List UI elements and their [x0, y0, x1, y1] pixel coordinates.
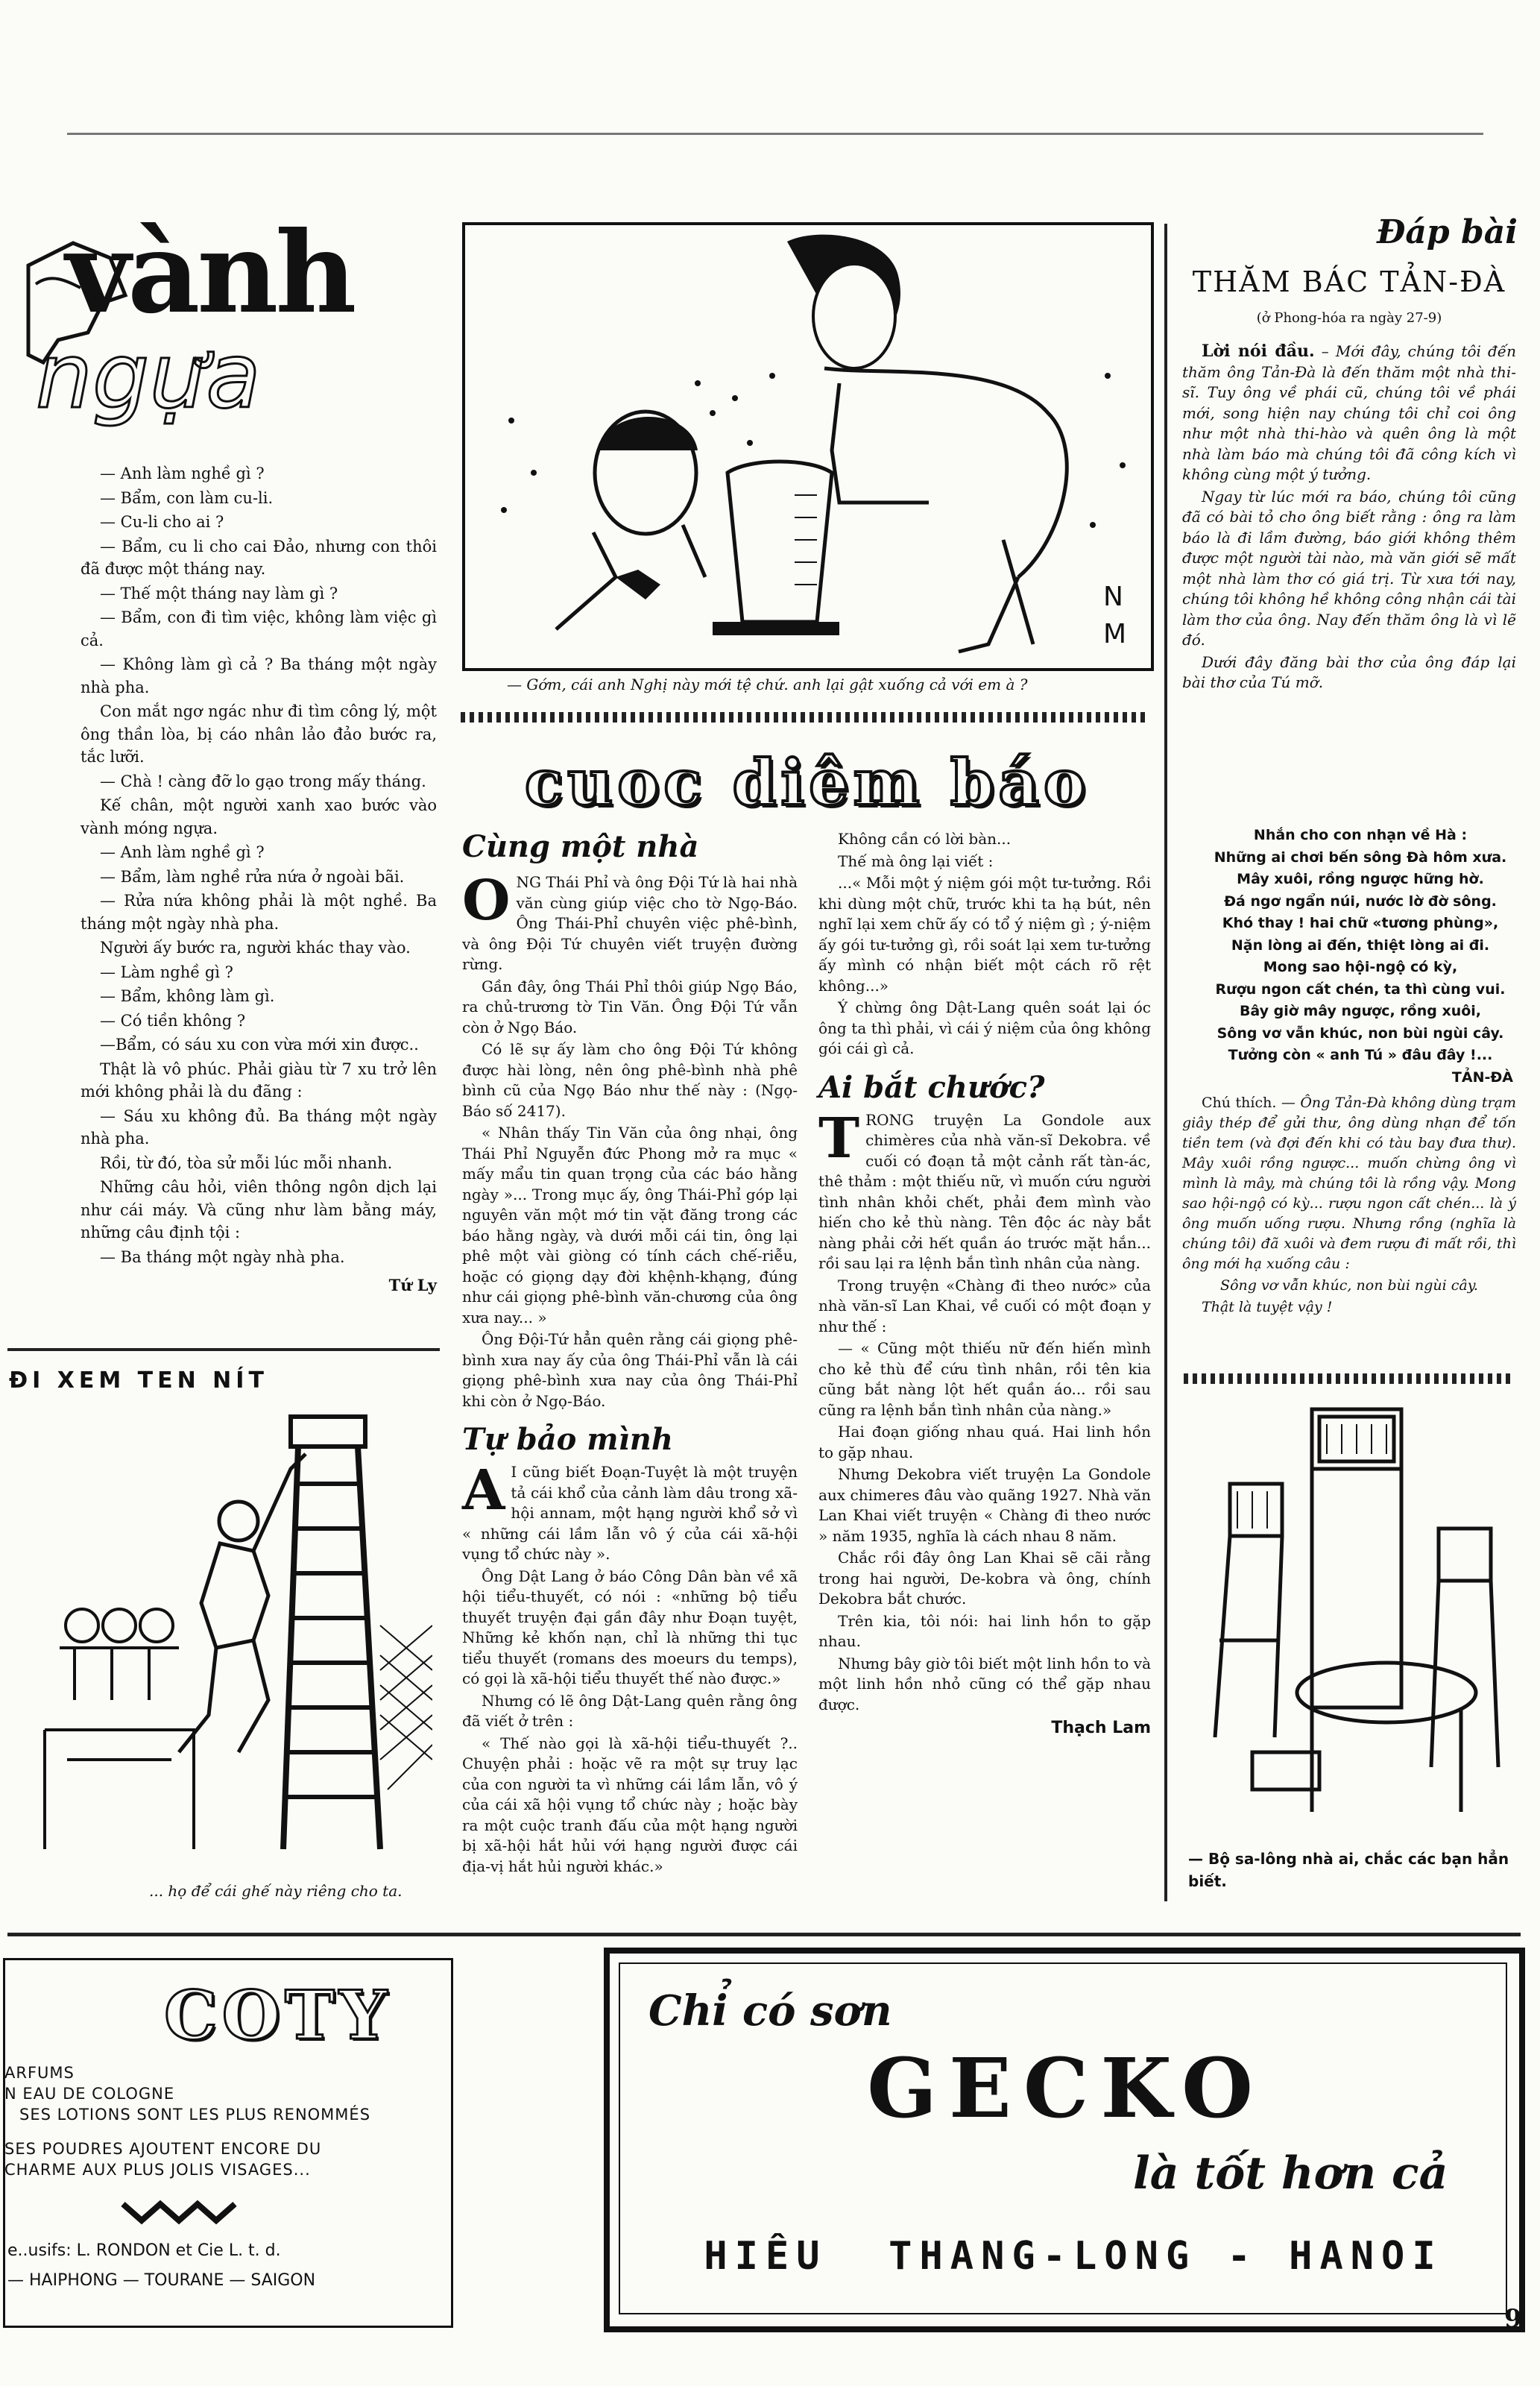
note-text: — Ông Tản-Đà không dùng trạm giây thép để gửi thư, ông dùng nhạn để tốn tiền tem (và đợi đến khi có tàu bay đưa thư). Mây xuôi rồng ngược... muốn chừng ông vì mình là mây, mà chúng tôi là rồng vậy. Mong sao hội-ngộ có kỳ... rượu ngon cất chén... là ý ông muốn uống rượu. Nhưng rồng (nghĩa là chúng tôi) đã xuôi và đem rượu đi mất rồi, thì ông mới hạ xuống câu : [1182, 1095, 1516, 1272]
title-line-2: ngựa [36, 325, 261, 429]
line: — Làm nghề gì ? [100, 963, 233, 981]
line: — Bẩm, làm nghề rửa nứa ở ngoài bãi. [100, 867, 405, 886]
paragraph: Ông Đội-Tứ hẳn quên rằng cái giọng phê-bình xưa nay ấy của ông Thái-Phỉ vẫn là cái giọng phê-bình xưa nay của ông Thái-Phỉ khi còn ở Ngọ-Báo. [462, 1330, 798, 1410]
tennis-top-rule [7, 1348, 440, 1351]
paragraph: Hai đoạn giống nhau quá. Hai linh hồn to gặp nhau. [818, 1423, 1151, 1461]
paragraph: Trên kia, tôi nói: hai linh hồn to gặp nhau. [818, 1611, 1151, 1650]
dap-bai-heading: Đáp bài [1376, 213, 1518, 251]
poem-line: Tưởng còn « anh Tú » đâu đây !... [1228, 1047, 1493, 1063]
paragraph: Ông Dật Lang ở báo Công Dân bàn về xã hội tiểu-thuyết, có nói : «những bộ tiểu thuyết truyện đại gần đây như Đoạn tuyệt, Những kẻ khốn nạn, chỉ là những thi tục tiểu thuyết (romans des moeurs du temps), có gọi là xã-hội tiểu thuyết thế nào được.» [462, 1567, 798, 1687]
paragraph: Không cần có lời bàn... [838, 830, 1012, 848]
column-divider [1164, 224, 1167, 1901]
wavy-divider [461, 712, 1149, 723]
dap-bai-body [1182, 341, 1516, 695]
ads-top-rule [7, 1933, 1521, 1936]
coty-cities: — HAIPHONG — TOURANE — SAIGON [7, 2271, 316, 2290]
cartoon-illustration [467, 227, 1146, 664]
paragraph: Nhưng có lẽ ông Dật-Lang quên rằng ông đã viết ở trên : [462, 1691, 798, 1730]
paragraph: Trong truyện «Chàng đi theo nước» của nhà văn-sĩ Lan Khai, về cuối có một đoạn y như thế : [818, 1276, 1151, 1335]
coty-line: CHARME AUX PLUS JOLIS VISAGES... [4, 2161, 311, 2179]
line: — Anh làm nghề gì ? [100, 843, 265, 861]
coty-line: SES LOTIONS SONT LES PLUS RENOMMÉS [19, 2106, 371, 2124]
line: —Bẩm, có sáu xu con vừa mới xin được.. [100, 1036, 419, 1054]
paragraph: Nhưng bây giờ tôi biết một linh hồn to và một linh hồn nhỏ cũng có thể gặp nhau được. [818, 1654, 1151, 1713]
coty-agents: e..usifs: L. RONDON et Cie L. t. d. [7, 2241, 281, 2260]
paragraph: Ý chừng ông Dật-Lang quên soát lại óc ông ta thì phải, vì cái ý niệm của ông không gói cái gì cả. [818, 998, 1151, 1057]
paragraph: RONG truyện La Gondole aux chimères của nhà văn-sĩ Dekobra. về cuối có đoạn tả một cảnh rất tàn-ác, thê thảm : một thiếu nữ, vì muốn cứu người tình nhân khỏi chết, phải đem mình vào hiến cho kẻ thù nàng. Tên độc ác này bắt nàng phải cởi hết quần áo trước mặt hắn... rồi sau lại ra lệnh bắn tình nhân của nàng. [818, 1110, 1151, 1272]
line: Thật là vô phúc. Phải giàu từ 7 xu trở lên mới không phải là du đãng : [81, 1060, 437, 1101]
paragraph: NG Thái Phỉ và ông Đội Tứ là hai nhà văn cùng giúp việc cho tờ Ngọ-Báo. Ông Thái-Phỉ chuyên việc phê-bình, và ông Đội Tứ chuyên viết truyện đường rừng. [462, 873, 798, 973]
poem-line: Mong sao hội-ngộ có kỳ, [1263, 959, 1458, 975]
dropcap-a: A [462, 1458, 505, 1523]
tennis-title: ĐI XEM TEN NÍT [9, 1367, 268, 1394]
poem-line: Nhắn cho con nhạn về Hà : [1253, 827, 1468, 843]
signature: Tứ Ly [388, 1276, 437, 1294]
line: — Bẩm, cu li cho cai Đảo, nhưng con thôi đã được một tháng nay. [81, 537, 437, 578]
line: — Chà ! càng đỡ lo gạo trong mấy tháng. [100, 772, 426, 790]
paragraph: Ngay từ lúc mới ra báo, chúng tôi cũng đã có bài tỏ cho ông biết rằng : ông ra làm báo là đi lầm đường, báo giới không thêm được một người tài nào, mà văn giới sẽ mất một nhà làm thơ có giá trị. Từ xưa tới nay, chúng tôi không hề không công nhận cái tài làm thơ của ông. Nay đến thăm ông là vì lẽ đó. [1182, 487, 1516, 649]
dropcap-o: O [462, 869, 511, 933]
line: — Anh làm nghề gì ? [100, 465, 265, 482]
cuoc-diem-bao-banner: cuoc diêm báo [524, 746, 1091, 819]
line: — Bẩm, không làm gì. [100, 987, 275, 1005]
gecko-line2: là tốt hơn cả [1133, 2147, 1448, 2200]
poem-line: Đá ngơ ngẩn núi, nước lờ đờ sông. [1224, 893, 1497, 910]
line: Người ấy bước ra, người khác thay vào. [100, 939, 411, 957]
paragraph: Có lẽ sự ấy làm cho ông Đội Tứ không được hài lòng, nên ông phê-bình nhà phê bình cũ của Ngọ Báo như thế này : (Ngọ-Báo số 2417). [462, 1040, 798, 1120]
furniture-caption: — Bộ sa-lông nhà ai, chắc các bạn hẳn biết. [1188, 1850, 1509, 1890]
furniture-illustration [1193, 1394, 1513, 1827]
poem-line: Bây giờ mây ngược, rồng xuôi, [1239, 1003, 1482, 1019]
line: Rồi, từ đó, tòa sử mỗi lúc mỗi nhanh. [100, 1153, 393, 1172]
line: Những câu hỏi, viên thông ngôn dịch lại như cái máy. Và cũng như làm bằng máy, những câu định tội : [81, 1178, 437, 1241]
line: — Cu-li cho ai ? [100, 513, 224, 531]
paragraph: Thế mà ông lại viết : [838, 852, 994, 870]
line: Con mắt ngơ ngác như đi tìm công lý, một ông thần lòa, bị cáo nhân lảo đảo bước ra, tắc lưỡi. [81, 702, 437, 766]
cartoon-caption: — Gớm, cái anh Nghị này mới tệ chứ. anh lại gật xuống cả với em à ? [507, 676, 1028, 693]
title-line-1: vành [66, 207, 354, 339]
poem-signature: TẢN-ĐÀ [1451, 1068, 1513, 1086]
section-title-ai-bat-chuoc: Ai bắt chước? [818, 1069, 1045, 1105]
poem-line: Nặn lòng ai đến, thiệt lòng ai đi. [1231, 937, 1490, 954]
coty-brand: COTY [164, 1976, 392, 2055]
paragraph: ...« Mỗi một ý niệm gói một tư-tưởng. Rồi khi dùng một chữ, trước khi ta hạ bút, nên nghĩ lại xem chữ ấy có tổ ý niệm gì ; ý-niệm ấy gói tư-tưởng gì, rồi soát lại xem tư-tưởng ấy mình có nhận biết một cách rõ rệt không...» [818, 874, 1151, 995]
note-label: Chú thích. [1202, 1095, 1277, 1111]
page-number: 9 [1504, 2304, 1522, 2334]
paragraph: Chắc rồi đây ông Lan Khai sẽ cãi rằng trong hai người, De-kobra và ông, chính Dekobra bắt chước. [818, 1549, 1151, 1608]
vanh-ngua-title [21, 207, 379, 459]
poem-line: Mây xuôi, rồng ngược hững hờ. [1237, 871, 1484, 887]
line: Kế chân, một người xanh xao bước vào vành móng ngựa. [81, 796, 437, 837]
gecko-shop: HIÊU THANG-LONG - HANOI [704, 2234, 1443, 2279]
line: — Thế một tháng nay làm gì ? [100, 584, 338, 602]
line: — Có tiền không ? [100, 1011, 246, 1030]
note-paragraph [1182, 1093, 1516, 1274]
intro-text: – Mới đây, chúng tôi đến thăm ông Tản-Đà là đến thăm một nhà thi-sĩ. Tuy ông về phái cũ, chúng tôi về phái mới, song hiện nay chúng tôi chỉ coi ông như một nhà thi-hào và quên ông là một nhà làm báo mà chúng tôi đã công kích vì không cùng một ý tưởng. [1182, 342, 1516, 483]
coty-flourish-icon [119, 2197, 239, 2226]
paragraph: Gần đây, ông Thái Phỉ thôi giúp Ngọ Báo, ra chủ-trương tờ Tin Văn. Ông Đội Tứ vẫn còn ở Ngọ Báo. [462, 977, 798, 1036]
paragraph: — « Cũng một thiếu nữ đến hiến mình cho kẻ thù để cứu tình nhân, rồi tên kia cũng bắt nàng lột hết quần áo... rồi sau cũng ra lệnh bắn tình nhân của nàng.» [818, 1339, 1151, 1419]
paragraph: « Thế nào gọi là xã-hội tiểu-thuyết ?.. Chuyện phải : hoặc vẽ ra một sự truy lạc của con người ta vì những cái lầm lẫn, vô ý của cái xã hội vụng tổ chức này ; hoặc bày ra một cuộc tranh đấu của một hạng người bị xã-hội hắt hủi với hạng người được cái địa-vị hắt hủi người khác.» [462, 1734, 798, 1875]
note-end: Thật là tuyệt vậy ! [1202, 1299, 1333, 1315]
wavy-divider-right [1184, 1373, 1515, 1384]
coty-text [4, 2062, 444, 2180]
dap-bai-title: THĂM BÁC TẢN-ĐÀ [1192, 265, 1506, 298]
coty-line: N EAU DE COLOGNE [4, 2085, 175, 2103]
top-rule [67, 133, 1483, 135]
line: — Bẩm, con đi tìm việc, không làm việc gì cả. [81, 608, 437, 649]
cuoc-diem-bao-col-a [462, 826, 798, 1878]
gecko-brand: GECKO [867, 2040, 1265, 2136]
poem-line: Sông vơ vẫn khúc, non bùi ngùi cây. [1216, 1024, 1504, 1042]
paragraph: Dưới đây đăng bài thơ của ông đáp lại bài thơ của Tú mỡ. [1182, 652, 1516, 691]
paragraph: « Nhân thấy Tin Văn của ông nhại, ông Thái Phỉ Nguyễn đức Phong mở ra mục « mấy mẩu tin quan trọng của các báo hằng ngày »... Trong mục ấy, ông Thái-Phỉ góp lại nguyên văn một mớ tin vặt đăng trong các báo hằng ngày, và dưới mỗi cái tin, ông lại phê một vài giòng có tính cách chế-riễu, hoặc có giọng dạy đời khệnh-khạng, đúng như cái giọng phê-bình văn-chương của ông xưa nay... » [462, 1124, 798, 1326]
dap-bai-note [1182, 1093, 1516, 1319]
dap-bai-source: (ở Phong-hóa ra ngày 27-9) [1256, 310, 1442, 326]
tennis-illustration [30, 1402, 432, 1879]
line: — Không làm gì cả ? Ba tháng một ngày nhà pha. [81, 655, 437, 696]
line: — Ba tháng một ngày nhà pha. [100, 1247, 345, 1266]
cartoon-signature-2: M [1103, 619, 1127, 649]
gecko-line1: Chỉ có sơn [648, 1986, 892, 2036]
poem [1200, 825, 1521, 1089]
line: — Sáu xu không đủ. Ba tháng một ngày nhà pha. [81, 1107, 437, 1148]
signature: Thạch Lam [1051, 1719, 1151, 1737]
poem-line: Khó thay ! hai chữ «tương phùng», [1222, 915, 1499, 931]
line: — Rửa nứa không phải là một nghề. Ba tháng một ngày nhà pha. [81, 892, 437, 933]
paragraph: Nhưng Dekobra viết truyện La Gondole aux chimeres đâu vào quãng 1927. Nhà văn Lan Khai viết truyện « Chàng đi theo nước » năm 1935, nghĩa là cách nhau 8 năm. [818, 1465, 1151, 1545]
dropcap-t: T [818, 1106, 860, 1171]
section-title-cung-mot-nha: Cùng một nhà [462, 829, 699, 864]
line: — Bẩm, con làm cu-li. [100, 488, 274, 507]
cartoon-signature-1: N [1103, 582, 1123, 612]
intro-paragraph [1182, 341, 1516, 485]
poem-line: Những ai chơi bến sông Đà hôm xưa. [1214, 849, 1507, 866]
tennis-caption: ... họ để cái ghế này riêng cho ta. [149, 1882, 403, 1900]
poem-line: Rượu ngon cất chén, ta thì cùng vui. [1215, 980, 1506, 998]
intro-label: Lời nói đầu. [1202, 341, 1315, 361]
cuoc-diem-bao-col-b [818, 829, 1151, 1740]
vanh-ngua-body [81, 462, 437, 1299]
section-title-tu-bao-minh: Tự bảo mình [462, 1422, 673, 1457]
coty-line: ARFUMS [4, 2064, 75, 2082]
coty-line: SES POUDRES AJOUTENT ENCORE DU [4, 2140, 322, 2158]
note-quote: Sông vơ vẫn khúc, non bùi ngùi cây. [1220, 1277, 1478, 1294]
paragraph: I cũng biết Đoạn-Tuyệt là một truyện tả cái khổ của cảnh làm dâu trong xã-hội annam, một hạng người khổ sở vì « những cái lầm lẫn vô ý của cái xã-hội vụng tổ chức này ». [462, 1463, 798, 1563]
